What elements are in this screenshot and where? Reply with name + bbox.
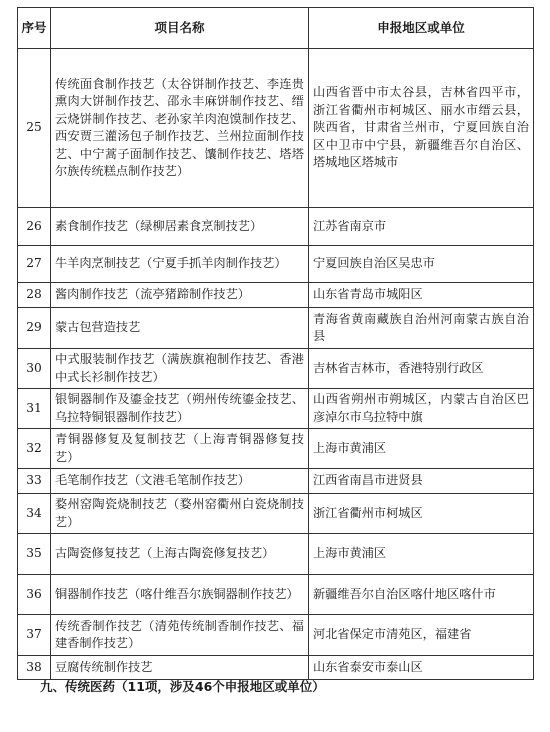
table-row [18,469,534,494]
row-index: 32 [18,429,51,469]
row-region: 山西省晋中市太谷县，吉林省四平市，浙江省衢州市柯城区、丽水市缙云县，陕西省，甘肃省兰州市，宁夏回族自治区中卫市中宁县，新疆维吾尔自治区、塔城地区塔城市 [309,49,534,208]
table-row [18,494,534,534]
row-item-name: 蒙古包营造技艺 [51,308,309,349]
row-index: 28 [18,283,51,308]
header-region: 申报地区或单位 [309,8,534,49]
heritage-items-table [17,7,534,680]
row-index: 31 [18,389,51,429]
row-region: 江苏省南京市 [309,208,534,246]
row-item-name: 牛羊肉烹制技艺（宁夏手抓羊肉制作技艺） [51,246,309,283]
table-row [18,656,534,680]
table-row [18,575,534,615]
row-region: 山东省青岛市城阳区 [309,283,534,308]
table-row [18,615,534,656]
row-index: 33 [18,469,51,494]
row-region: 山西省朔州市朔城区，内蒙古自治区巴彦淖尔市乌拉特中旗 [309,389,534,429]
table-row [18,389,534,429]
table-header-row [18,8,534,49]
row-index: 36 [18,575,51,615]
row-item-name: 素食制作技艺（绿柳居素食烹制技艺） [51,208,309,246]
row-region: 江西省南昌市进贤县 [309,469,534,494]
row-item-name: 中式服装制作技艺（满族旗袍制作技艺、香港中式长衫制作技艺） [51,349,309,389]
row-index: 38 [18,656,51,680]
section-heading: 九、传统医药（11项，涉及46个申报地区或单位） [40,679,325,694]
row-item-name: 豆腐传统制作技艺 [51,656,309,680]
row-item-name: 传统面食制作技艺（太谷饼制作技艺、李连贵熏肉大饼制作技艺、邵永丰麻饼制作技艺、缙云烧饼制作技艺、老孙家羊肉泡馍制作技艺、西安贾三灌汤包子制作技艺、兰州拉面制作技艺、中宁蒿子面制作技艺、馕制作技艺、塔塔尔族传统糕点制作技艺） [51,49,309,208]
row-region: 山东省泰安市泰山区 [309,656,534,680]
row-item-name: 银铜器制作及鎏金技艺（朔州传统鎏金技艺、乌拉特铜银器制作技艺） [51,389,309,429]
row-item-name: 铜器制作技艺（喀什维吾尔族铜器制作技艺） [51,575,309,615]
row-index: 27 [18,246,51,283]
table-row [18,429,534,469]
table-row [18,308,534,349]
table-row [18,246,534,283]
table-row [18,283,534,308]
row-region: 吉林省吉林市，香港特别行政区 [309,349,534,389]
row-index: 29 [18,308,51,349]
row-item-name: 青铜器修复及复制技艺（上海青铜器修复技艺） [51,429,309,469]
row-region: 上海市黄浦区 [309,429,534,469]
heritage-list-container [17,7,533,680]
row-item-name: 传统香制作技艺（清苑传统制香制作技艺、福建香制作技艺） [51,615,309,656]
row-index: 34 [18,494,51,534]
row-item-name: 酱肉制作技艺（流亭猪蹄制作技艺） [51,283,309,308]
header-index: 序号 [18,8,51,49]
table-row [18,49,534,208]
table-row [18,208,534,246]
table-row [18,534,534,575]
row-item-name: 毛笔制作技艺（文港毛笔制作技艺） [51,469,309,494]
row-item-name: 古陶瓷修复技艺（上海古陶瓷修复技艺） [51,534,309,575]
row-index: 25 [18,49,51,208]
table-row [18,349,534,389]
row-region: 新疆维吾尔自治区喀什地区喀什市 [309,575,534,615]
row-index: 37 [18,615,51,656]
row-index: 26 [18,208,51,246]
row-region: 河北省保定市清苑区，福建省 [309,615,534,656]
row-region: 宁夏回族自治区吴忠市 [309,246,534,283]
row-region: 浙江省衢州市柯城区 [309,494,534,534]
row-index: 30 [18,349,51,389]
row-item-name: 婺州窑陶瓷烧制技艺（婺州窑衢州白瓷烧制技艺） [51,494,309,534]
row-index: 35 [18,534,51,575]
row-region: 青海省黄南藏族自治州河南蒙古族自治县 [309,308,534,349]
row-region: 上海市黄浦区 [309,534,534,575]
header-item-name: 项目名称 [51,8,309,49]
